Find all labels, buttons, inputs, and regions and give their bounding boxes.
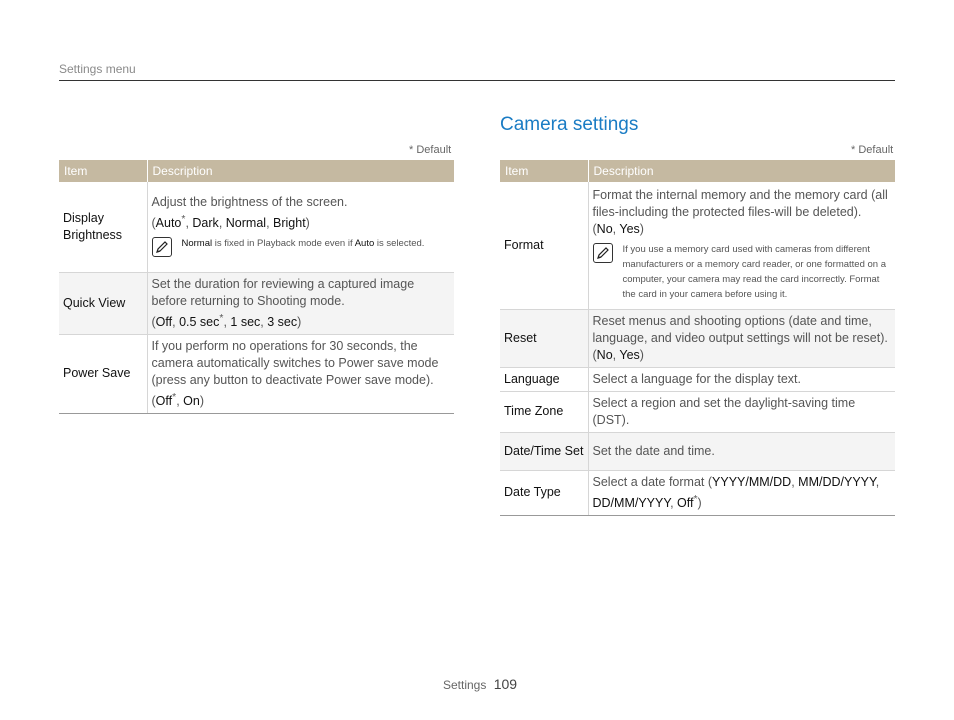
footer-label: Settings [443,678,487,692]
row-item: Display Brightness [59,182,147,272]
note-pencil-icon [593,243,613,263]
row-description: If you perform no operations for 30 seconds, the camera automatically switches to Power save mode (press any button to deactivate Power save mode). (Off*, On) [147,334,454,413]
row-description: Set the duration for reviewing a captured image before returning to Shooting mode. (Off, 0.5 sec*, 1 sec, 3 sec) [147,272,454,334]
header-divider [59,80,895,81]
note-callout: If you use a memory card used with cameras from different manufacturers or a memory card reader, or one formatted on a computer, your camera may read the card incorrectly. Format the card in your camera before using it. [593,242,892,302]
table-row [59,182,454,272]
column-header-item: Item [500,160,588,182]
page-number: 109 [493,676,518,692]
table-row [500,309,895,367]
table-row [500,367,895,391]
row-item: Reset [500,309,588,367]
table-row [500,182,895,309]
column-header-description: Description [588,160,895,182]
table-row [500,391,895,432]
table-row [59,272,454,334]
table-row [500,470,895,515]
section-title: Camera settings [500,114,639,135]
table-row [500,432,895,470]
row-item: Format [500,182,588,309]
row-description: Set the date and time. [588,432,895,470]
default-note-right: * Default [851,144,894,156]
row-description: Select a date format (YYYY/MM/DD, MM/DD/YYYY, DD/MM/YYYY, Off*) [588,470,895,515]
row-description: Adjust the brightness of the screen. (Auto*, Dark, Normal, Bright) Normal is fixed in Playback mode even if Auto is selected. [147,182,454,272]
row-item: Quick View [59,272,147,334]
row-item: Date Type [500,470,588,515]
row-item: Date/Time Set [500,432,588,470]
note-callout: Normal is fixed in Playback mode even if Auto is selected. [152,236,451,257]
row-item: Language [500,367,588,391]
column-header-description: Description [147,160,454,182]
default-note-left: * Default [409,144,452,156]
row-item: Power Save [59,334,147,413]
camera-settings-table [500,160,895,516]
row-description: Reset menus and shooting options (date and time, language, and video output settings will not be reset). (No, Yes) [588,309,895,367]
display-settings-table [59,160,454,414]
running-header: Settings menu [59,62,136,76]
row-item: Time Zone [500,391,588,432]
page-footer [443,676,517,692]
table-row [59,334,454,413]
row-description: Select a region and set the daylight-saving time (DST). [588,391,895,432]
row-description: Format the internal memory and the memory card (all files-including the protected files-will be deleted). (No, Yes) If you use a memory card used with cameras from different manufacturers or a memory card reader, or one formatted on a computer, your camera may read the card incorrectly. Format the card in your camera before using it. [588,182,895,309]
row-description: Select a language for the display text. [588,367,895,391]
column-header-item: Item [59,160,147,182]
note-pencil-icon [152,237,172,257]
